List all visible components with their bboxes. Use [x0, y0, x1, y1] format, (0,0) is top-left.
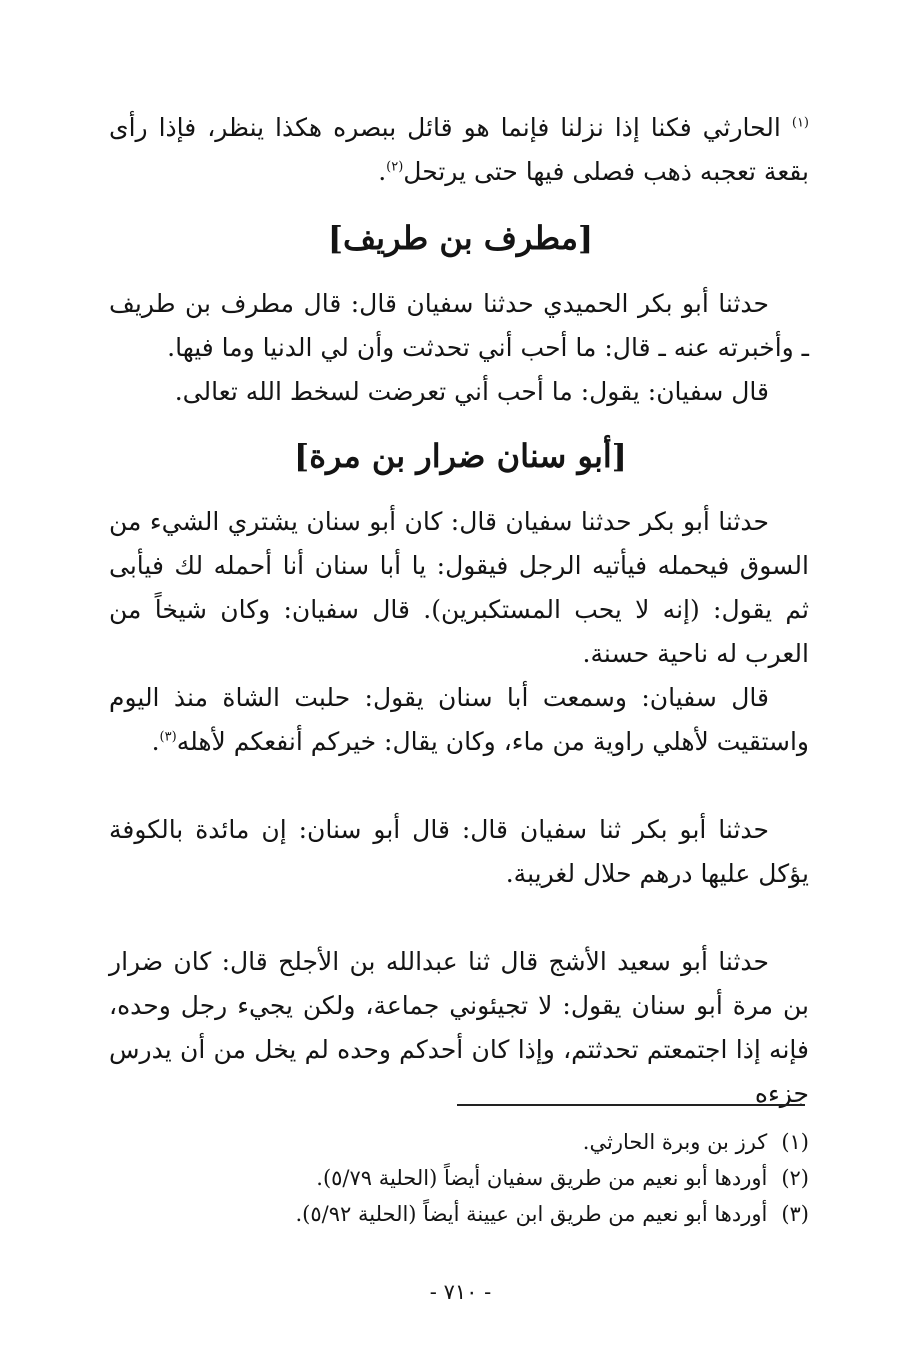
paragraph-text: الحارثي فكنا إذا نزلنا فإنما هو قائل ببصره هكذا ينظر، فإذا رأى بقعة تعجبه ذهب فصلى فيها حتى يرتحل	[109, 113, 809, 186]
footnote-1	[109, 1124, 809, 1160]
section-heading-mutarrif: [مطرف بن طريف]	[327, 219, 594, 257]
footnote-text: أوردها أبو نعيم من طريق ابن عيينة أيضاً (الحلية ٥/٩٢).	[295, 1202, 768, 1226]
footnote-ref-3: (٣)	[159, 729, 177, 745]
footnote-ref-1: (١)	[791, 115, 809, 131]
footnote-number: (١)	[781, 1130, 809, 1154]
footnote-text: كرز بن وبرة الحارثي.	[582, 1130, 768, 1154]
continued-paragraph	[109, 106, 809, 194]
page-number: - ٧١٠ -	[429, 1280, 492, 1304]
footnote-2	[109, 1160, 809, 1196]
paragraph-end: .	[151, 727, 160, 756]
footnote-text: أوردها أبو نعيم من طريق سفيان أيضاً (الحلية ٥/٧٩).	[316, 1166, 768, 1190]
footnote-number: (٢)	[781, 1166, 809, 1190]
footnote-number: (٣)	[781, 1202, 809, 1226]
footnote-3	[109, 1196, 809, 1232]
paragraph-abu-sinan-4: حدثنا أبو سعيد الأشج قال ثنا عبدالله بن الأجلح قال: كان ضرار بن مرة أبو سنان يقول: لا تجيئوني جماعة، ولكن يجيء رجل وحده، فإنه إذا اجتمعتم تحدثتم، وإذا كان أحدكم وحده لم يخل من أن يدرس جزءه	[109, 947, 809, 1108]
footnote-divider	[457, 1104, 805, 1106]
paragraph-abu-sinan-1: حدثنا أبو بكر حدثنا سفيان قال: كان أبو سنان يشتري الشيء من السوق فيحمله فيأتيه الرجل فيقول: يا أبا سنان أنا أحمله لك فيأبى ثم يقول: (إنه لا يحب المستكبرين). قال سفيان: وكان شيخاً من العرب له ناحية حسنة.	[109, 507, 809, 668]
footnote-ref-2: (٢)	[386, 159, 404, 175]
paragraph-abu-sinan-2	[109, 676, 809, 764]
paragraph-abu-sinan-3: حدثنا أبو بكر ثنا سفيان قال: قال أبو سنان: إن مائدة بالكوفة يؤكل عليها درهم حلال لغريبة.	[109, 815, 809, 888]
paragraph-end: .	[378, 157, 387, 186]
paragraph-text: قال سفيان: وسمعت أبا سنان يقول: حلبت الشاة منذ اليوم واستقيت لأهلي راوية من ماء، وكان يقال: خيركم أنفعكم لأهله	[109, 683, 809, 756]
section-heading-abu-sinan: [أبو سنان ضرار بن مرة]	[294, 437, 627, 475]
paragraph-mutarrif-2: قال سفيان: يقول: ما أحب أني تعرضت لسخط الله تعالى.	[174, 377, 769, 406]
paragraph-mutarrif-1: حدثنا أبو بكر الحميدي حدثنا سفيان قال: قال مطرف بن طريف ـ وأخبرته عنه ـ قال: ما أحب أني تحدثت وأن لي الدنيا وما فيها.	[109, 289, 809, 362]
